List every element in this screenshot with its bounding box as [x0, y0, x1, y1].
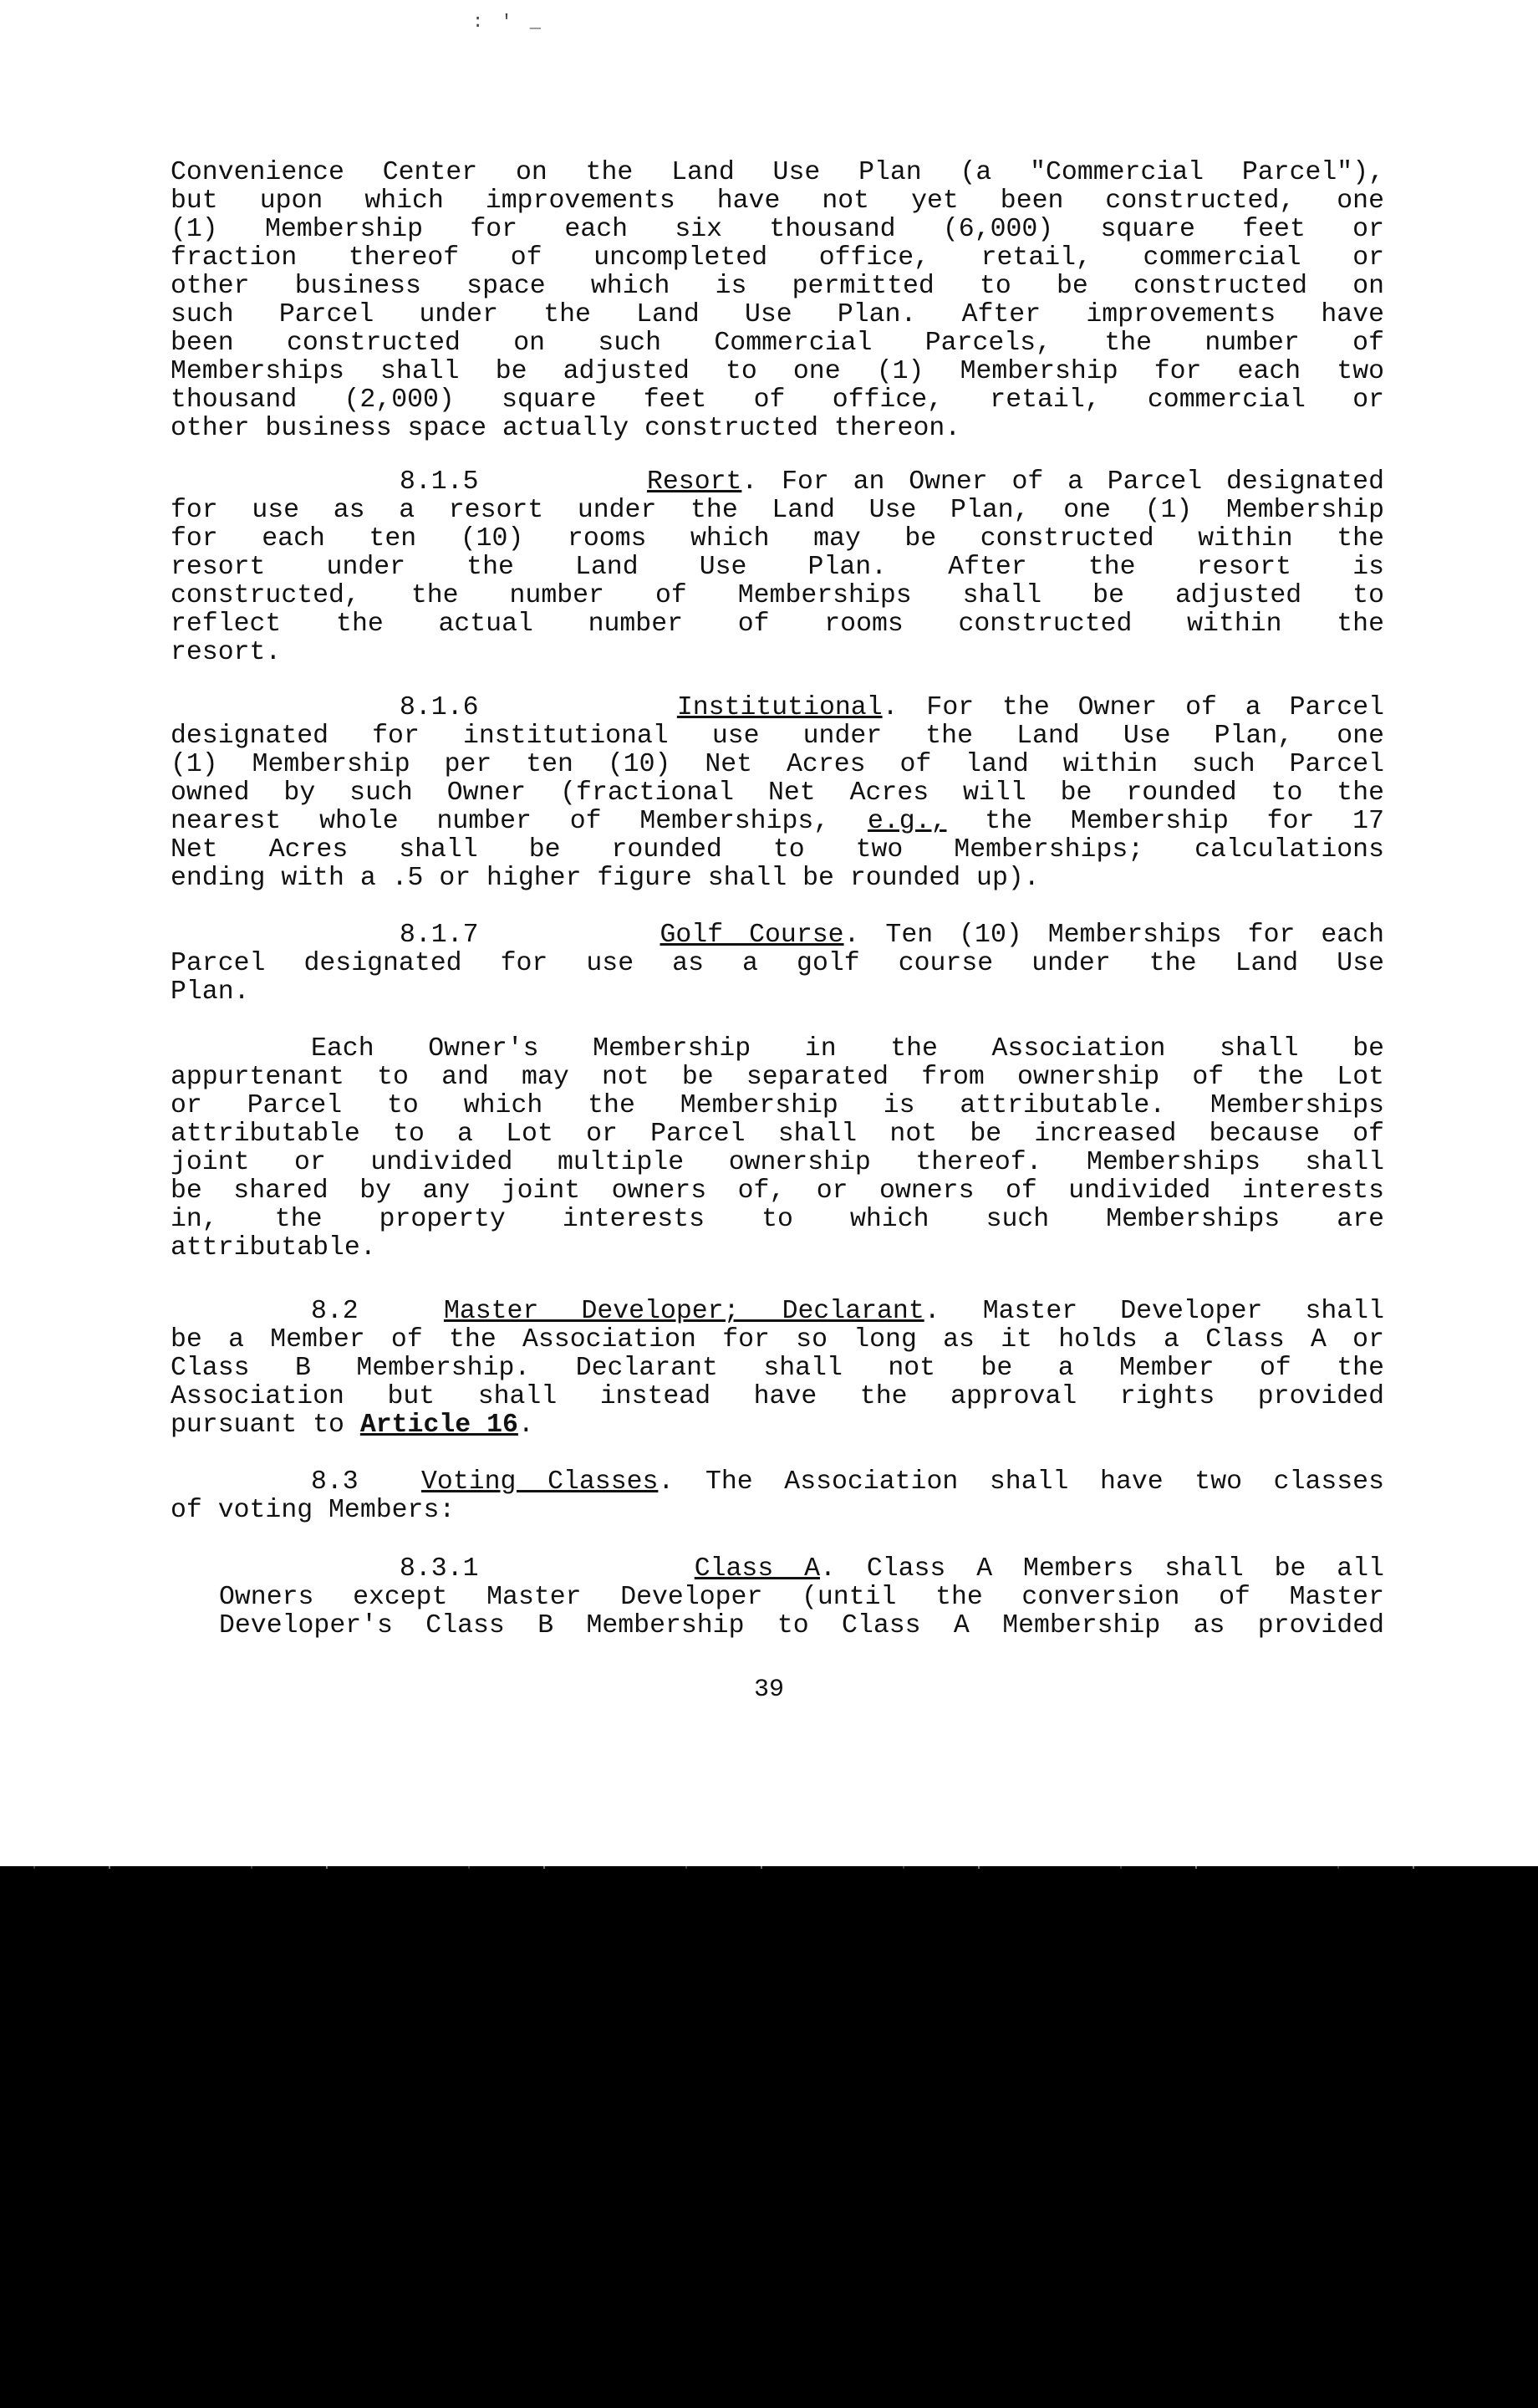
- text-line: [171, 1411, 1384, 1440]
- section-heading-line: [171, 694, 1384, 722]
- scan-black-region: [0, 1869, 1538, 2408]
- text-fragment: pursuant to: [171, 1411, 360, 1440]
- section-number: 8.1.7: [400, 921, 479, 950]
- text-line: attributable.: [171, 1233, 376, 1263]
- article-reference: Article 16: [359, 1411, 518, 1440]
- section-8-2: [171, 1298, 1384, 1440]
- section-8-1-7: [171, 921, 1384, 1007]
- section-title: Institutional: [676, 693, 883, 722]
- section-8-1-6: [171, 694, 1384, 893]
- section-title: Class A: [694, 1554, 821, 1584]
- section-number: 8.3.1: [400, 1554, 479, 1584]
- text-line: Class B Membership. Declarant shall not be a Member of the: [171, 1354, 1384, 1383]
- text-line: Each Owner's Membership in the Association shall be: [311, 1034, 1384, 1064]
- text-line: but upon which improvements have not yet been constructed, one: [171, 186, 1384, 216]
- section-title: Voting Classes: [421, 1467, 659, 1497]
- section-heading-line: [171, 1298, 1384, 1326]
- text-line: reflect the actual number of rooms constructed within the: [171, 610, 1384, 639]
- section-8-3: [171, 1468, 1384, 1525]
- section-text: . Master Developer shall: [924, 1297, 1384, 1326]
- text-line: be shared by any joint owners of, or owners of undivided interests: [171, 1176, 1384, 1206]
- section-text: . The Association shall have two classes: [658, 1467, 1384, 1497]
- text-line: Developer's Class B Membership to Class A Membership as provided: [219, 1611, 1384, 1640]
- text-line: Owners except Master Developer (until the conversion of Master: [219, 1583, 1384, 1612]
- text-line: constructed, the number of Memberships shall be adjusted to: [171, 581, 1384, 610]
- paragraph-commercial-parcel: [171, 159, 1384, 443]
- text-fragment: .: [517, 1411, 534, 1440]
- text-line: in, the property interests to which such Memberships are: [171, 1205, 1384, 1234]
- section-heading-line: [171, 468, 1384, 497]
- text-line: Plan.: [171, 977, 250, 1007]
- section-text: . Ten (10) Memberships for each: [843, 921, 1384, 950]
- section-number: 8.1.6: [400, 693, 479, 722]
- section-number: 8.3: [311, 1467, 359, 1497]
- text-line: resort under the Land Use Plan. After the resort is: [171, 553, 1384, 582]
- text-line: of voting Members:: [171, 1496, 456, 1525]
- text-line: other business space actually constructed thereon.: [171, 414, 961, 443]
- text-line: Parcel designated for use as a golf course under the Land Use: [171, 949, 1384, 978]
- section-title: Resort: [647, 467, 742, 497]
- section-text: . For the Owner of a Parcel: [882, 693, 1384, 722]
- section-number: 8.1.5: [400, 467, 479, 497]
- text-line: ending with a .5 or higher figure shall be rounded up).: [171, 864, 1040, 893]
- section-text: . Class A Members shall be all: [820, 1554, 1385, 1584]
- section-title: Master Developer; Declarant: [443, 1297, 924, 1326]
- text-line: such Parcel under the Land Use Plan. After improvements have: [171, 300, 1384, 329]
- scan-marks: : ' _: [472, 12, 545, 33]
- section-heading-line: [219, 1555, 1384, 1584]
- text-line: or Parcel to which the Membership is attributable. Memberships: [171, 1091, 1384, 1120]
- text-line: resort.: [171, 638, 282, 667]
- eg-abbreviation: e.g.,: [867, 807, 947, 836]
- section-text: . For an Owner of a Parcel designated: [741, 467, 1384, 497]
- text-line: appurtenant to and may not be separated from ownership of the Lot: [171, 1063, 1384, 1092]
- text-line: fraction thereof of uncompleted office, retail, commercial or: [171, 243, 1384, 273]
- text-line: Association but shall instead have the approval rights provided: [171, 1382, 1384, 1411]
- section-heading-line: [171, 1468, 1384, 1497]
- section-8-1-5: [171, 468, 1384, 667]
- text-line: thousand (2,000) square feet of office, retail, commercial or: [171, 385, 1384, 415]
- text-line: for use as a resort under the Land Use Plan, one (1) Membership: [171, 496, 1384, 525]
- text-line: [171, 808, 1384, 836]
- text-line: attributable to a Lot or Parcel shall not be increased because of: [171, 1120, 1384, 1149]
- text-line: designated for institutional use under the Land Use Plan, one: [171, 722, 1384, 751]
- text-line: Convenience Center on the Land Use Plan (a "Commercial Parcel"),: [171, 158, 1384, 187]
- text-line: Memberships shall be adjusted to one (1) Membership for each two: [171, 357, 1384, 386]
- section-8-3-1: [219, 1555, 1384, 1640]
- text-line: owned by such Owner (fractional Net Acres will be rounded to the: [171, 778, 1384, 808]
- text-fragment: nearest whole number of Memberships,: [171, 807, 868, 836]
- page-number: 39: [753, 1676, 784, 1704]
- text-line: for each ten (10) rooms which may be constructed within the: [171, 524, 1384, 554]
- text-line: be a Member of the Association for so long as it holds a Class A or: [171, 1325, 1384, 1354]
- text-line: other business space which is permitted to be constructed on: [171, 272, 1384, 301]
- text-line: (1) Membership per ten (10) Net Acres of land within such Parcel: [171, 750, 1384, 779]
- text-line: joint or undivided multiple ownership thereof. Memberships shall: [171, 1148, 1384, 1177]
- text-line: been constructed on such Commercial Parcels, the number of: [171, 329, 1384, 358]
- paragraph-owner-membership: [171, 1035, 1384, 1263]
- text-fragment: the Membership for 17: [946, 807, 1384, 836]
- section-title: Golf Course: [660, 921, 844, 950]
- text-line: (1) Membership for each six thousand (6,000) square feet or: [171, 215, 1384, 244]
- text-line: Net Acres shall be rounded to two Memberships; calculations: [171, 835, 1384, 865]
- section-heading-line: [171, 921, 1384, 950]
- section-number: 8.2: [311, 1297, 359, 1326]
